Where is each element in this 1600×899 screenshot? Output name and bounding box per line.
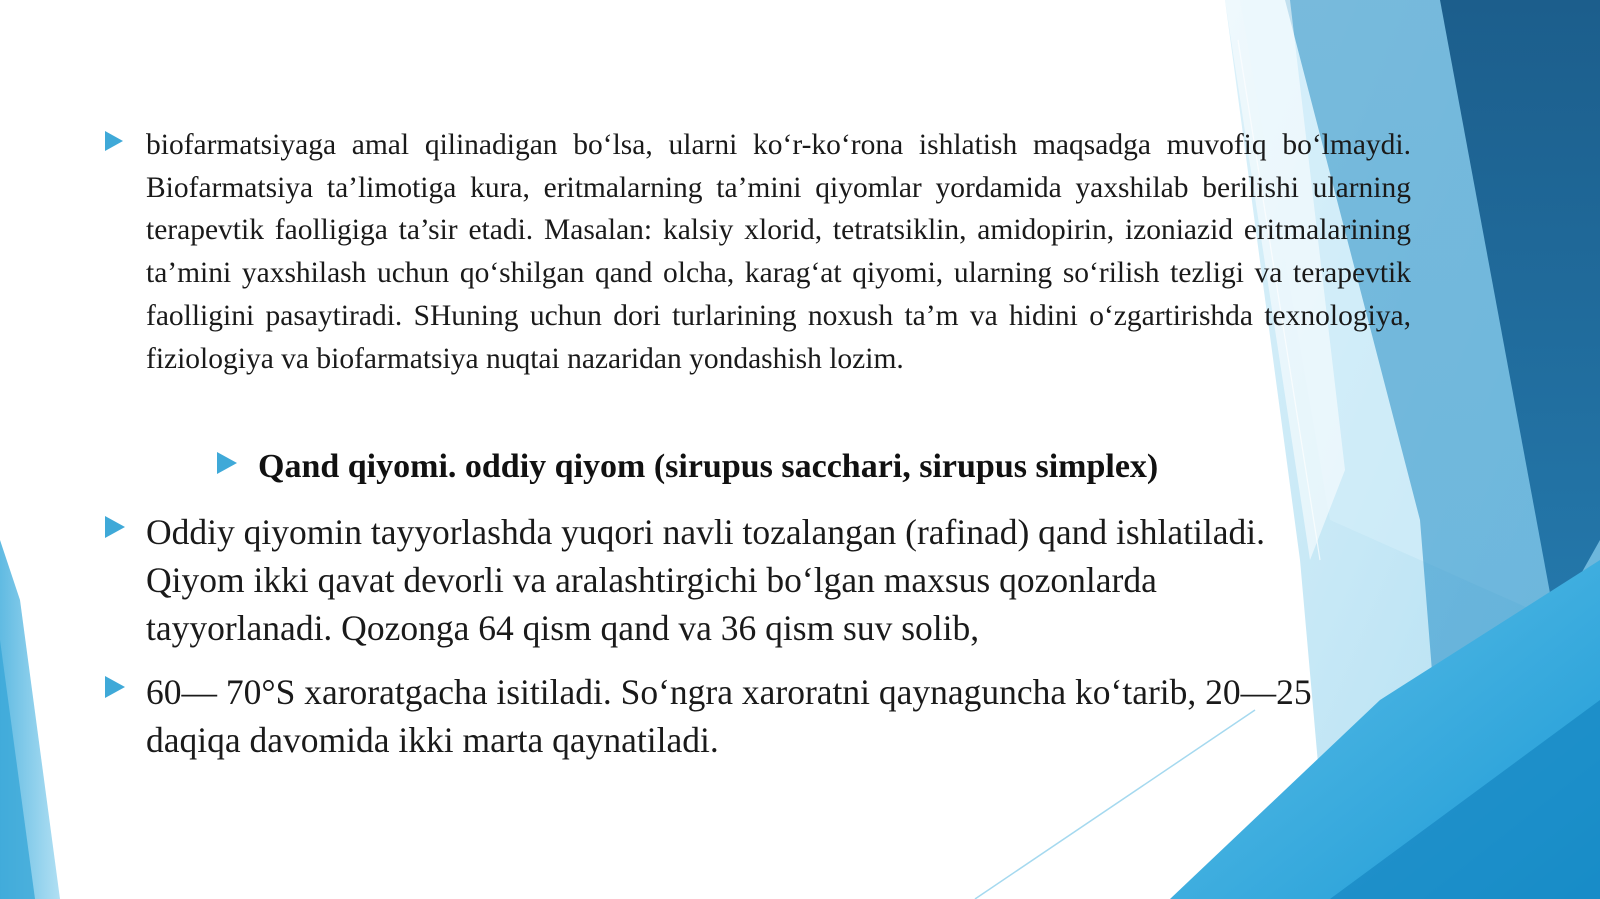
- triangle-bullet-icon: [215, 451, 239, 475]
- paragraph-xarorat: 60— 70°S xaroratgacha isitiladi. So‘ngra xaroratni qaynaguncha ko‘tarib, 20—25 daqiqa davomida ikki marta qaynatiladi.: [146, 672, 1312, 760]
- paragraph-oddiy-qiyom: Oddiy qiyomin tayyorlashda yuqori navli tozalangan (rafinad) qand ishlatiladi. Qiyom ikki qavat devorli va aralashtirgichi bo‘lgan maxsus qozonlarda tayyorlanadi. Qozonga 64 qism qand va 36 qism suv solib,: [146, 512, 1265, 648]
- section-heading-qand-qiyomi: Qand qiyomi. oddiy qiyom (sirupus sacchari, sirupus simplex): [258, 448, 1159, 485]
- triangle-bullet-icon: [103, 515, 127, 539]
- paragraph-biofarmatsiya: biofarmatsiyaga amal qilinadigan bo‘lsa, ularni ko‘r-ko‘rona ishlatish maqsadga muvofiq bo‘lmaydi. Biofarmatsiya ta’limotiga kura, eritmalarning ta’mini qiyomlar yordamida yaxshilab berilishi ularning terapevtik faolligiga ta’sir etadi. Masalan: kalsiy xlorid, tetratsiklin, amidopirin, izoniazid eritmalarining ta’mini yaxshilash uchun qo‘shilgan qand olcha, karag‘at qiyomi, ularning so‘rilish tezligi va terapevtik faolligini pasaytiradi. SHuning uchun dori turlarining noxush ta’m va hidini o‘zgartirishda texnologiya, fiziologiya va biofarmatsiya nuqtai nazaridan yondashish lozim.: [146, 129, 1411, 375]
- triangle-bullet-icon: [103, 675, 127, 699]
- triangle-bullet-icon: [103, 130, 125, 152]
